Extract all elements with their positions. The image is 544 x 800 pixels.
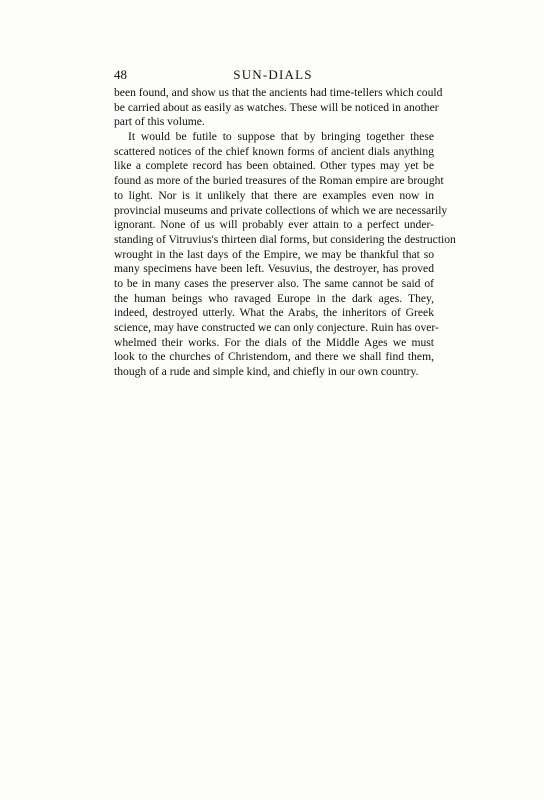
running-head (114, 67, 432, 83)
body-text (114, 86, 456, 380)
text-line: science, may have constructed we can only conjecture. Ruin has over- (114, 321, 439, 334)
running-title: SUN-DIALS (233, 67, 313, 82)
text-line: part of this volume. (114, 115, 205, 129)
text-line: standing of Vitruvius's thirteen dial forms, but considering the destruction (114, 232, 456, 246)
text-line: many specimens have been left. Vesuvius, the destroyer, has proved (114, 262, 434, 276)
text-line: indeed, destroyed utterly. What the Arabs, the inheritors of Greek (114, 306, 434, 320)
text-line: be carried about as easily as watches. These will be noticed in another (114, 100, 439, 114)
page-number: 48 (114, 67, 127, 82)
text-line: like a complete record has been obtained. Other types may yet be (114, 159, 434, 173)
text-line: It would be futile to suppose that by bringing together these (128, 130, 434, 144)
text-line: provincial museums and private collections of which we are necessarily (114, 203, 448, 217)
text-line: scattered notices of the chief known forms of ancient dials anything (114, 144, 434, 158)
text-line: the human beings who ravaged Europe in the dark ages. They, (114, 291, 434, 305)
text-line: found as more of the buried treasures of the Roman empire are brought (114, 174, 444, 188)
text-line: look to the churches of Christendom, and there we shall find them, (114, 350, 434, 364)
paragraph-futile (114, 130, 456, 380)
paragraph-continuation (114, 86, 443, 130)
text-line: to light. Nor is it unlikely that there are examples even now in (114, 188, 434, 202)
text-line: whelmed their works. For the dials of the Middle Ages we must (114, 335, 434, 349)
text-line: been found, and show us that the ancients had time-tellers which could (114, 86, 443, 99)
text-line: though of a rude and simple kind, and chiefly in our own country. (114, 365, 419, 379)
text-line: to be in many cases the preserver also. The same cannot be said of (114, 276, 434, 290)
text-line: wrought in the last days of the Empire, we may be thankful that so (114, 247, 434, 261)
text-line: ignorant. None of us will probably ever attain to a perfect under- (114, 218, 434, 232)
